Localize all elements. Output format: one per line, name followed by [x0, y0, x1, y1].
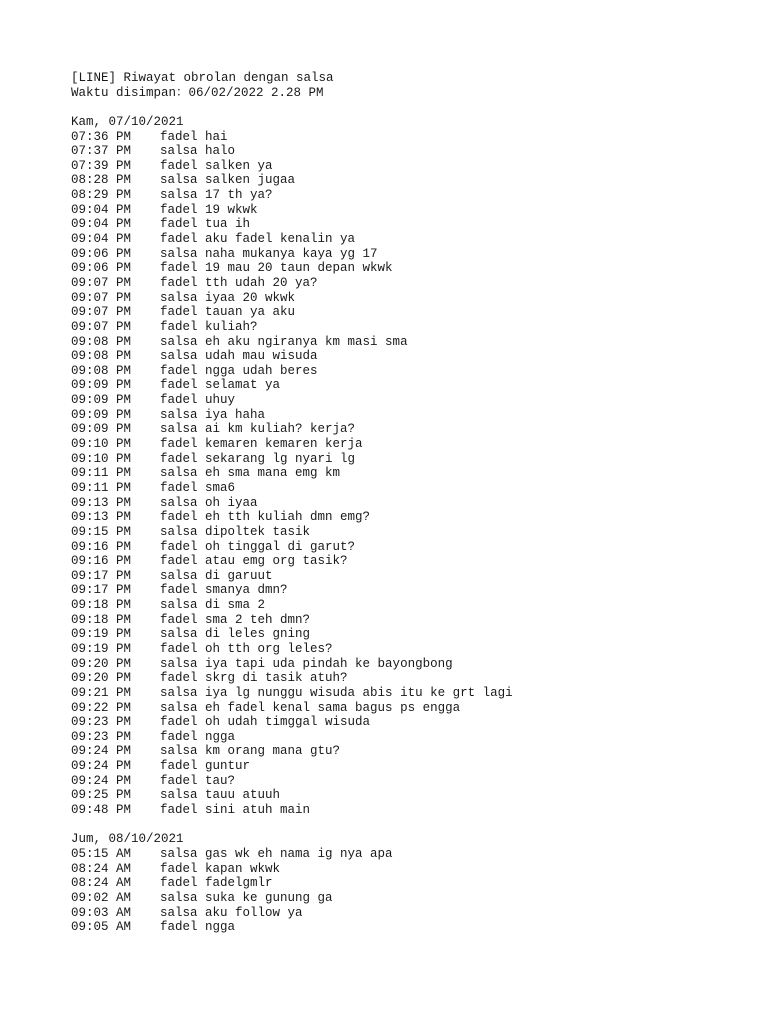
message-text: oh udah timggal wisuda	[205, 715, 371, 730]
chat-message-row	[71, 496, 751, 511]
message-sender: fadel	[160, 583, 198, 598]
message-sender: salsa	[160, 656, 198, 671]
message-sender: salsa	[160, 700, 198, 715]
message-sender: fadel	[160, 773, 198, 788]
message-time: 09:05 AM	[71, 920, 132, 935]
message-sender: fadel	[160, 876, 198, 891]
separator-space	[198, 173, 206, 188]
message-time: 09:08 PM	[71, 334, 132, 349]
message-sender: salsa	[160, 788, 198, 803]
message-time: 09:23 PM	[71, 729, 132, 744]
message-sender: fadel	[160, 715, 198, 730]
separator-space	[198, 496, 206, 511]
message-sender: salsa	[160, 685, 198, 700]
message-time: 09:08 PM	[71, 363, 132, 378]
message-text: salken jugaa	[205, 173, 296, 188]
message-time: 09:20 PM	[71, 671, 132, 686]
message-text: hai	[205, 129, 228, 144]
chat-message-row	[71, 217, 751, 232]
separator-space	[198, 349, 206, 364]
chat-message-row	[71, 305, 751, 320]
message-time: 09:11 PM	[71, 480, 132, 495]
chat-message-row	[71, 598, 751, 613]
message-time: 09:07 PM	[71, 305, 132, 320]
chat-message-row	[71, 320, 751, 335]
message-time: 09:13 PM	[71, 495, 132, 510]
chat-message-row	[71, 540, 751, 555]
separator-space	[198, 437, 206, 452]
message-text: di garuut	[205, 568, 273, 583]
message-time: 09:09 PM	[71, 407, 132, 422]
chat-message-row	[71, 481, 751, 496]
message-sender: fadel	[160, 861, 198, 876]
chat-message-row	[71, 261, 751, 276]
message-time: 09:11 PM	[71, 466, 132, 481]
message-text: selamat ya	[205, 378, 281, 393]
chat-message-row	[71, 452, 751, 467]
chat-message-row	[71, 159, 751, 174]
message-sender: fadel	[160, 539, 198, 554]
message-time: 09:23 PM	[71, 715, 132, 730]
message-text: smanya dmn?	[205, 583, 288, 598]
message-sender: fadel	[160, 319, 198, 334]
message-time: 09:25 PM	[71, 788, 132, 803]
message-text: iya haha	[205, 407, 266, 422]
separator-space	[198, 247, 206, 262]
message-time: 09:24 PM	[71, 744, 132, 759]
separator-space	[198, 364, 206, 379]
message-time: 09:15 PM	[71, 524, 132, 539]
chat-message-row	[71, 393, 751, 408]
message-sender: fadel	[160, 554, 198, 569]
separator-space	[198, 627, 206, 642]
message-text: atau emg org tasik?	[205, 554, 348, 569]
day-date: Kam, 07/10/2021	[71, 114, 184, 129]
message-text: 19 mau 20 taun depan wkwk	[205, 261, 393, 276]
message-time: 09:22 PM	[71, 700, 132, 715]
chat-message-row	[71, 525, 751, 540]
chat-message-row	[71, 188, 751, 203]
message-text: iyaa 20 wkwk	[205, 290, 296, 305]
message-time: 07:39 PM	[71, 158, 132, 173]
message-sender: fadel	[160, 217, 198, 232]
chat-message-row	[71, 276, 751, 291]
message-sender: salsa	[160, 627, 198, 642]
chat-message-row	[71, 510, 751, 525]
separator-space	[198, 642, 206, 657]
separator-space	[198, 759, 206, 774]
separator-space	[198, 920, 206, 935]
message-text: tua ih	[205, 217, 251, 232]
message-time: 09:06 PM	[71, 261, 132, 276]
chat-message-row	[71, 437, 751, 452]
message-time: 09:19 PM	[71, 627, 132, 642]
message-time: 09:10 PM	[71, 451, 132, 466]
day-section	[71, 115, 751, 818]
message-sender: salsa	[160, 466, 198, 481]
message-sender: fadel	[160, 510, 198, 525]
chat-message-row	[71, 657, 751, 672]
separator-space	[198, 378, 206, 393]
message-time: 09:20 PM	[71, 656, 132, 671]
message-sender: salsa	[160, 349, 198, 364]
separator-space	[198, 481, 206, 496]
message-text: ngga	[205, 920, 236, 935]
message-text: iya lg nunggu wisuda abis itu ke grt lagi	[205, 685, 513, 700]
message-text: iya tapi uda pindah ke bayongbong	[205, 656, 453, 671]
message-time: 09:24 PM	[71, 759, 132, 774]
separator-space	[198, 744, 206, 759]
message-text: di leles gning	[205, 627, 311, 642]
chat-message-row	[71, 349, 751, 364]
chat-message-row	[71, 408, 751, 423]
message-time: 09:17 PM	[71, 583, 132, 598]
message-sender: fadel	[160, 480, 198, 495]
separator-space	[198, 408, 206, 423]
message-sender: salsa	[160, 188, 198, 203]
message-sender: salsa	[160, 246, 198, 261]
message-sender: fadel	[160, 920, 198, 935]
message-sender: salsa	[160, 598, 198, 613]
message-text: 19 wkwk	[205, 202, 258, 217]
message-time: 07:36 PM	[71, 129, 132, 144]
message-sender: salsa	[160, 890, 198, 905]
message-time: 09:09 PM	[71, 422, 132, 437]
message-text: oh tinggal di garut?	[205, 539, 356, 554]
chat-message-row	[71, 862, 751, 877]
separator-space	[198, 701, 206, 716]
chat-days	[71, 100, 751, 935]
message-text: uhuy	[205, 393, 236, 408]
chat-message-row	[71, 247, 751, 262]
message-time: 09:04 PM	[71, 217, 132, 232]
chat-message-row	[71, 583, 751, 598]
message-sender: salsa	[160, 524, 198, 539]
message-sender: fadel	[160, 378, 198, 393]
chat-message-row	[71, 144, 751, 159]
separator-space	[198, 671, 206, 686]
message-sender: fadel	[160, 129, 198, 144]
message-text: aku fadel kenalin ya	[205, 232, 356, 247]
chat-message-row	[71, 876, 751, 891]
chat-message-row	[71, 569, 751, 584]
message-time: 08:29 PM	[71, 188, 132, 203]
chat-message-row	[71, 847, 751, 862]
message-text: 17 th ya?	[205, 188, 273, 203]
message-text: sini atuh main	[205, 803, 311, 818]
message-text: eh fadel kenal sama bagus ps engga	[205, 700, 461, 715]
chat-message-row	[71, 701, 751, 716]
message-sender: fadel	[160, 729, 198, 744]
message-time: 09:03 AM	[71, 905, 132, 920]
message-time: 09:19 PM	[71, 641, 132, 656]
message-text: oh tth org leles?	[205, 641, 333, 656]
separator-space	[198, 774, 206, 789]
chat-message-row	[71, 686, 751, 701]
chat-message-row	[71, 291, 751, 306]
message-text: eh aku ngiranya km masi sma	[205, 334, 408, 349]
message-sender: salsa	[160, 334, 198, 349]
separator-space	[198, 715, 206, 730]
message-sender: salsa	[160, 846, 198, 861]
chat-message-row	[71, 364, 751, 379]
message-sender: salsa	[160, 905, 198, 920]
chat-message-row	[71, 744, 751, 759]
separator-space	[198, 583, 206, 598]
separator-space	[198, 320, 206, 335]
chat-message-row	[71, 554, 751, 569]
separator-space	[198, 466, 206, 481]
separator-space	[198, 422, 206, 437]
chat-message-row	[71, 906, 751, 921]
document-title: [LINE] Riwayat obrolan dengan salsa	[71, 71, 334, 85]
message-sender: fadel	[160, 363, 198, 378]
separator-space	[198, 686, 206, 701]
message-sender: fadel	[160, 451, 198, 466]
message-text: tauan ya aku	[205, 305, 296, 320]
separator-space	[198, 217, 206, 232]
message-sender: salsa	[160, 407, 198, 422]
separator-space	[198, 540, 206, 555]
message-time: 09:18 PM	[71, 598, 132, 613]
chat-message-row	[71, 730, 751, 745]
message-text: dipoltek tasik	[205, 524, 311, 539]
separator-space	[198, 788, 206, 803]
message-text: salken ya	[205, 158, 273, 173]
message-sender: fadel	[160, 232, 198, 247]
message-sender: fadel	[160, 759, 198, 774]
message-sender: salsa	[160, 144, 198, 159]
separator-space	[198, 847, 206, 862]
separator-space	[198, 203, 206, 218]
message-text: kuliah?	[205, 319, 258, 334]
chat-message-row	[71, 613, 751, 628]
separator-space	[198, 335, 206, 350]
separator-space	[198, 305, 206, 320]
separator-space	[198, 730, 206, 745]
chat-message-row	[71, 232, 751, 247]
message-sender: salsa	[160, 495, 198, 510]
chat-message-row	[71, 891, 751, 906]
message-time: 05:15 AM	[71, 846, 132, 861]
message-text: tau?	[205, 773, 236, 788]
message-time: 09:24 PM	[71, 773, 132, 788]
chat-message-row	[71, 466, 751, 481]
message-text: kemaren kemaren kerja	[205, 437, 363, 452]
message-time: 09:07 PM	[71, 319, 132, 334]
separator-space	[198, 657, 206, 672]
message-time: 09:09 PM	[71, 393, 132, 408]
message-text: aku follow ya	[205, 905, 303, 920]
separator-space	[198, 598, 206, 613]
message-time: 09:13 PM	[71, 510, 132, 525]
separator-space	[198, 393, 206, 408]
separator-space	[198, 291, 206, 306]
message-time: 08:24 AM	[71, 876, 132, 891]
message-time: 09:21 PM	[71, 685, 132, 700]
message-sender: salsa	[160, 290, 198, 305]
message-time: 07:37 PM	[71, 144, 132, 159]
message-text: km orang mana gtu?	[205, 744, 341, 759]
message-sender: fadel	[160, 275, 198, 290]
message-time: 09:16 PM	[71, 539, 132, 554]
separator-space	[198, 891, 206, 906]
message-sender: fadel	[160, 641, 198, 656]
message-sender: fadel	[160, 158, 198, 173]
message-sender: fadel	[160, 612, 198, 627]
message-text: ngga udah beres	[205, 363, 318, 378]
separator-space	[198, 452, 206, 467]
message-text: ai km kuliah? kerja?	[205, 422, 356, 437]
message-time: 09:07 PM	[71, 290, 132, 305]
chat-message-row	[71, 130, 751, 145]
message-text: fadelgmlr	[205, 876, 273, 891]
day-section	[71, 832, 751, 934]
chat-message-row	[71, 803, 751, 818]
message-time: 09:04 PM	[71, 202, 132, 217]
separator-space	[198, 906, 206, 921]
chat-message-row	[71, 920, 751, 935]
message-sender: fadel	[160, 671, 198, 686]
message-text: naha mukanya kaya yg 17	[205, 246, 378, 261]
separator-space	[198, 144, 206, 159]
separator-space	[198, 130, 206, 145]
chat-message-row	[71, 422, 751, 437]
message-text: tauu atuuh	[205, 788, 281, 803]
chat-message-row	[71, 774, 751, 789]
message-sender: fadel	[160, 261, 198, 276]
chat-history-document	[71, 71, 751, 935]
message-time: 09:16 PM	[71, 554, 132, 569]
chat-message-row	[71, 335, 751, 350]
message-time: 09:10 PM	[71, 437, 132, 452]
message-time: 09:06 PM	[71, 246, 132, 261]
chat-message-row	[71, 715, 751, 730]
chat-message-row	[71, 173, 751, 188]
message-sender: fadel	[160, 803, 198, 818]
message-sender: salsa	[160, 173, 198, 188]
message-text: ngga	[205, 729, 236, 744]
message-sender: fadel	[160, 305, 198, 320]
message-time: 09:18 PM	[71, 612, 132, 627]
message-text: oh iyaa	[205, 495, 258, 510]
chat-message-row	[71, 671, 751, 686]
message-text: halo	[205, 144, 236, 159]
message-text: udah mau wisuda	[205, 349, 318, 364]
message-time: 08:24 AM	[71, 861, 132, 876]
message-time: 09:09 PM	[71, 378, 132, 393]
chat-message-row	[71, 627, 751, 642]
separator-space	[198, 261, 206, 276]
message-text: di sma 2	[205, 598, 266, 613]
chat-message-row	[71, 759, 751, 774]
separator-space	[198, 510, 206, 525]
message-time: 09:02 AM	[71, 890, 132, 905]
message-time: 09:04 PM	[71, 232, 132, 247]
message-text: eh sma mana emg km	[205, 466, 341, 481]
chat-message-row	[71, 788, 751, 803]
message-text: kapan wkwk	[205, 861, 281, 876]
saved-timestamp: Waktu disimpan：06/02/2022 2.28 PM	[71, 85, 324, 100]
message-text: eh tth kuliah dmn emg?	[205, 510, 371, 525]
day-date: Jum, 08/10/2021	[71, 832, 184, 847]
message-sender: salsa	[160, 568, 198, 583]
message-time: 09:07 PM	[71, 275, 132, 290]
message-text: tth udah 20 ya?	[205, 275, 318, 290]
message-sender: salsa	[160, 422, 198, 437]
message-sender: salsa	[160, 744, 198, 759]
separator-space	[198, 569, 206, 584]
message-text: sma6	[205, 480, 236, 495]
message-text: sekarang lg nyari lg	[205, 451, 356, 466]
message-text: gas wk eh nama ig nya apa	[205, 846, 393, 861]
blank-line	[71, 818, 751, 833]
chat-message-row	[71, 642, 751, 657]
message-sender: fadel	[160, 202, 198, 217]
message-sender: fadel	[160, 437, 198, 452]
separator-space	[198, 525, 206, 540]
blank-line	[71, 100, 751, 115]
message-text: guntur	[205, 759, 251, 774]
message-time: 08:28 PM	[71, 173, 132, 188]
chat-message-row	[71, 378, 751, 393]
message-text: skrg di tasik atuh?	[205, 671, 348, 686]
separator-space	[198, 188, 206, 203]
message-text: suka ke gunung ga	[205, 890, 333, 905]
message-time: 09:48 PM	[71, 803, 132, 818]
separator-space	[198, 862, 206, 877]
chat-message-row	[71, 203, 751, 218]
message-text: sma 2 teh dmn?	[205, 612, 311, 627]
message-time: 09:08 PM	[71, 349, 132, 364]
separator-space	[198, 803, 206, 818]
message-sender: fadel	[160, 393, 198, 408]
message-time: 09:17 PM	[71, 568, 132, 583]
separator-space	[198, 232, 206, 247]
separator-space	[198, 613, 206, 628]
separator-space	[198, 159, 206, 174]
separator-space	[198, 276, 206, 291]
separator-space	[198, 876, 206, 891]
separator-space	[198, 554, 206, 569]
